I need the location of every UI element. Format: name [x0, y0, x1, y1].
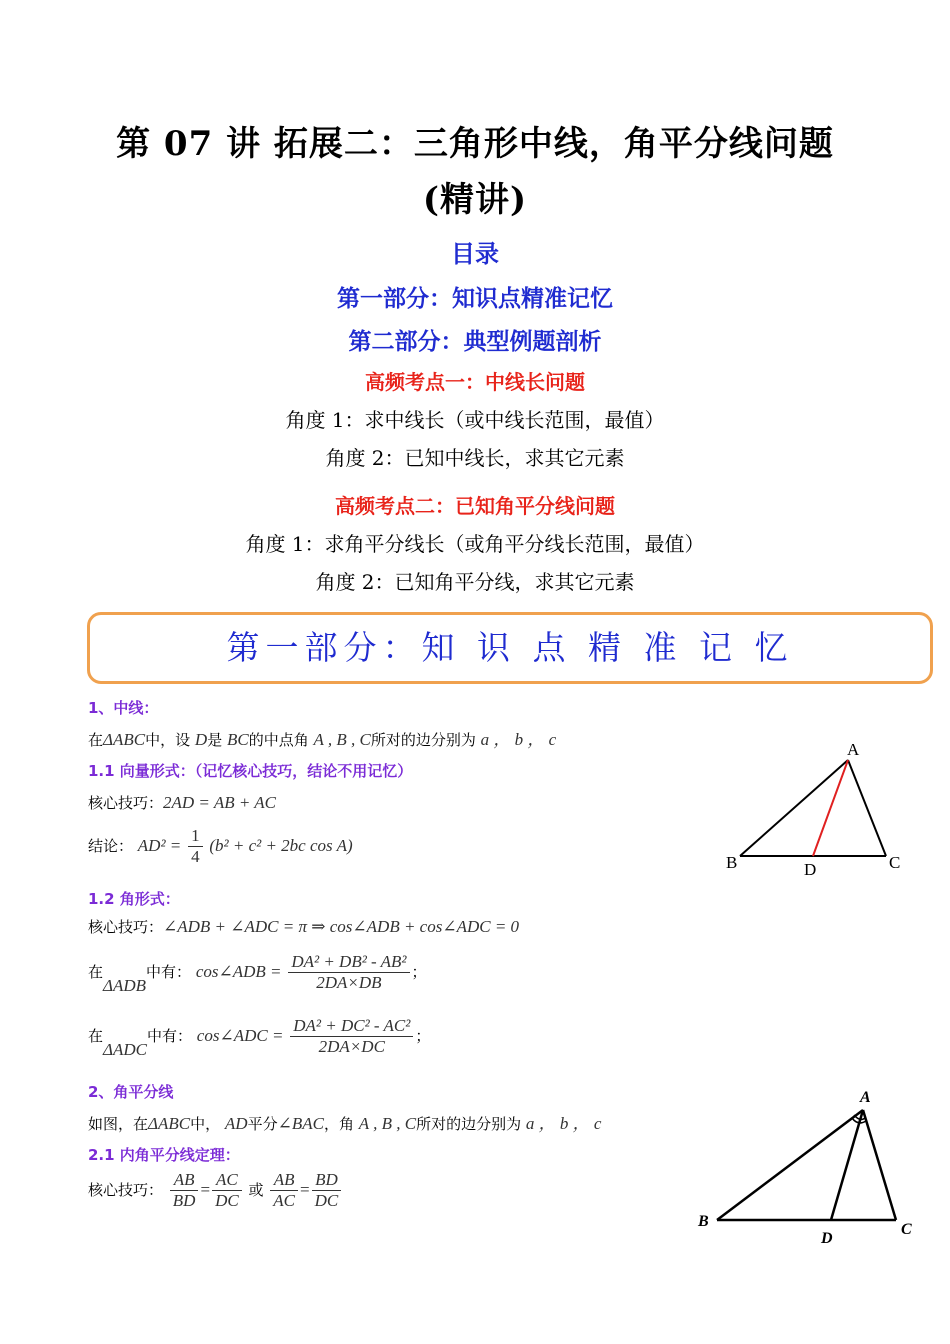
side-ab — [717, 1110, 863, 1220]
median-intro: 在ΔABC中，设 D是 BC的中点角 A , B , C所对的边分别为 a ， b ， c — [88, 730, 557, 749]
cos-adc-formula: 在ΔADC中有： cos∠ADC = $\frac{\text{DA² + DC² - AC²}}{2DA\times DC}$ ； — [88, 1016, 431, 1059]
median-heading: 1、中线： — [88, 699, 159, 717]
bisector-triangle-figure — [690, 1080, 930, 1255]
median-triangle-figure — [720, 735, 910, 880]
angle-core-technique: 核心技巧：∠ADB + ∠ADC = π ⇒ cos∠ADB + cos∠ADC = 0 — [88, 917, 520, 936]
label-a: A — [860, 1089, 871, 1106]
toc-heading: 目录 — [451, 239, 499, 268]
angle-form-heading: 1.2 角形式： — [88, 890, 180, 908]
label-d: D — [821, 1230, 833, 1247]
bisector-theorem-heading: 2.1 内角平分线定理： — [88, 1146, 240, 1164]
toc-part2[interactable]: 第二部分：典型例题剖析 — [348, 328, 602, 355]
side-ac — [848, 760, 886, 856]
side-ab — [740, 760, 848, 856]
label-b: B — [726, 853, 738, 872]
toc-kp1-angle2[interactable]: 角度 2：已知中线长，求其它元素 — [325, 446, 625, 470]
page-subtitle: (精讲) — [422, 180, 528, 220]
toc-keypoint1[interactable]: 高频考点一：中线长问题 — [365, 370, 585, 394]
vector-conclusion: 结论： AD² = $\frac{1}{4}$ (b² + c² + 2bc cos A) — [88, 826, 353, 866]
toc-kp1-angle1[interactable]: 角度 1：求中线长（或中线长范围，最值） — [285, 408, 665, 432]
bisector-intro: 如图，在ΔABC中， AD平分∠BAC，角 A , B , C所对的边分别为 a ， b ， c — [88, 1114, 602, 1133]
bisector-core-technique: 核心技巧： $\frac{AB}{BD}$ = $\frac{AC}{DC}$ 或 $\frac{AB}{AC}$ = $\frac{BD}{DC}$ — [88, 1170, 343, 1211]
cos-adb-formula: 在ΔADB中有： cos∠ADB = $\frac{\text{DA² + DB² - AB²}}{2DA\times DB}$ ； — [88, 952, 427, 995]
toc-kp2-angle2[interactable]: 角度 2：已知角平分线，求其它元素 — [315, 570, 635, 594]
label-c: C — [889, 853, 901, 872]
bisector-heading: 2、角平分线 — [88, 1083, 174, 1101]
side-ac — [863, 1110, 896, 1220]
label-d: D — [804, 860, 817, 879]
bisector-ad — [831, 1110, 863, 1220]
label-c: C — [901, 1221, 912, 1238]
toc-kp2-angle1[interactable]: 角度 1：求角平分线长（或角平分线长范围，最值） — [245, 532, 705, 556]
vector-core-technique: 核心技巧：2AD = AB + AC — [88, 793, 276, 812]
page-title: 第 07 讲 拓展二：三角形中线，角平分线问题 — [116, 124, 834, 164]
toc-keypoint2[interactable]: 高频考点二：已知角平分线问题 — [335, 494, 615, 518]
toc-part1[interactable]: 第一部分：知识点精准记忆 — [337, 285, 613, 312]
vector-form-heading: 1.1 向量形式：（记忆核心技巧，结论不用记忆） — [88, 762, 413, 780]
label-b: B — [698, 1213, 709, 1230]
section-banner: 第一部分：知 识 点 精 准 记 忆 — [87, 612, 933, 684]
label-a: A — [847, 740, 860, 759]
